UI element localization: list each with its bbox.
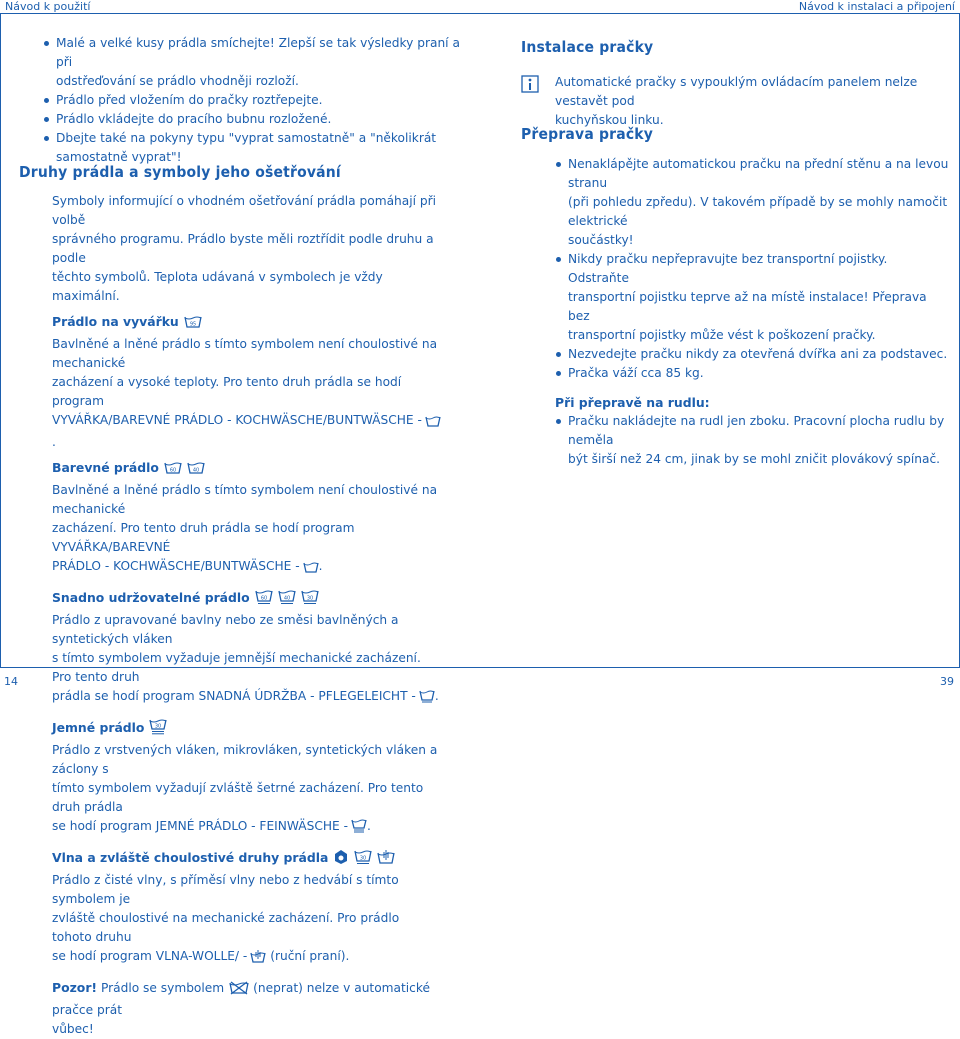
list-item: Malé a velké kusy prádla smíchejte! Zlepší se tak výsledky praní a při odstřeďování se prádlo vhodněji rozloží. [40,34,460,91]
moving-list [552,412,952,469]
wash-30-easycare-icon [301,589,319,611]
left-margin-rule [0,14,1,667]
care-body: Symboly informující o vhodném ošetřování prádla pomáhají při volbě správného programu. Prádlo byste měli roztřídit podle druhu a podle těchto symbolů. Teplota udávaná v symbolech je vždy maximální. Prádlo na vyvářku 95 Bavlněné a lněné prádlo s tímto symbolem není choulostivé na mechanické zacházení a vysoké teploty. Pro tento druh prádla se hodí program VYVÁŘKA/BAREVNÉ PRÁDLO - KOCHWÄSCHE/BUNTWÄSCHE -. Barevné prádlo 60 40 Bavlněné a lněné prádlo s tímto symbolem není choulostivé na mechanické zacházení. Pro tento druh prádla se hodí program VYVÁŘKA/BAREVNÉ PRÁDLO - KOCHWÄSCHE/BUNTWÄSCHE - . Snadno udržovatelné prádlo 60 40 30 Prádlo z upravované bavlny nebo ze směsi bavlněných a syntetických vláken s tímto symbolem vyžaduje jemnější mechanické zacházení. Pro tento druh prádla se hodí program SNADNÁ ÚDRŽBA - PFLEGELEICHT - . Jemné prádlo 30 Prádlo z vrstvených vláken, mikrovláken, syntetických vláken a záclony s tímto symbolem vyžadují zvláště šetrné zacházení. Pro tento druh prádla se hodí program JEMNÉ PRÁDLO - FEINWÄSCHE - . Vlna a zvláště choulostivé druhy prádla 30 Prádlo z čisté vlny, s příměsí vlny nebo z hedvábí s tímto symbolem je zvláště choulostivé na mechanické zacházení. Pro prádlo tohoto druhu se hodí program VLNA-WOLLE/ - (ruční praní). Pozor! Prádlo se symbolem (neprat) nelze v automatické pračce prát vůbec! [52,192,442,1039]
easycare-line: prádla se hodí program SNADNÁ ÚDRŽBA - PFLEGELEICHT - [52,689,416,703]
wash-60-icon [164,461,182,481]
washtub-double-bar-icon [351,818,367,839]
install-text [555,73,955,130]
install-line: kuchyňskou linku. [555,113,664,127]
list-item-continued: samostatně vyprat"! [56,150,182,164]
wool-line: Prádlo z čisté vlny, s příměsí vlny nebo z hedvábí s tímto symbolem je [52,873,399,906]
left-column [40,34,460,167]
section-title: Druhy prádla a symboly jeho ošetřování [19,163,341,181]
transport-title: Přeprava pračky [521,125,654,143]
intro-line: správného programu. Prádlo byste měli roztřídit podle druhu a podle [52,232,434,265]
cooking-line: VYVÁŘKA/BAREVNÉ PRÁDLO - KOCHWÄSCHE/BUNTWÄSCHE - [52,413,422,427]
wash-30-delicate-icon [149,718,167,741]
wool-line: zvláště choulostivé na mechanické zacházení. Pro prádlo tohoto druhu [52,911,400,944]
svg-text:30: 30 [360,855,367,862]
page-header [0,0,960,14]
header-rule [0,13,960,14]
header-left-title: Návod k použití [5,0,91,13]
list-item: Prádlo před vložením do pračky roztřepejte. [40,91,460,110]
install-title: Instalace pračky [521,38,654,56]
install-section [521,38,941,57]
delicate-line: tímto symbolem vyžadují zvláště šetrné zacházení. Pro tento druh prádla [52,781,424,814]
easycare-title: Snadno udržovatelné prádlo [52,590,250,605]
cooking-line: Bavlněné a lněné prádlo s tímto symbolem není choulostivé na mechanické [52,337,438,370]
wool-title: Vlna a zvláště choulostivé druhy prádla [52,850,329,865]
washtub-bar-icon [419,689,435,709]
page-number-left: 14 [4,675,18,688]
easycare-line: Prádlo z upravované bavlny nebo ze směsi bavlněných a syntetických vláken [52,613,399,646]
install-line: Automatické pračky s vypouklým ovládacím panelem nelze vestavět pod [555,75,918,108]
washtub-icon [425,414,441,433]
wool-symbol-icon [333,849,349,871]
header-right-title: Návod k instalaci a připojení [798,0,955,13]
list-item: Pračku nakládejte na rudl jen zboku. Pracovní plocha rudlu by neměla být širší než 24 cm, jinak by se mohl zničit plovákový spínač. [552,412,952,469]
wash-60-easycare-icon [255,589,273,611]
care-section [19,163,459,182]
warning-text: (neprat) nelze v automatické pračce prát [52,981,430,1017]
do-not-wash-icon [229,981,249,1001]
wash-40-easycare-icon [278,589,296,611]
svg-text:30: 30 [155,723,162,730]
cooking-line: zacházení a vysoké teploty. Pro tento druh prádla se hodí program [52,375,402,408]
svg-text:40: 40 [283,595,290,602]
svg-text:40: 40 [192,467,200,474]
warning-text: Prádlo se symbolem [100,981,225,995]
colored-line: PRÁDLO - KOCHWÄSCHE/BUNTWÄSCHE - [52,559,300,573]
transport-body [552,155,952,469]
colored-line: zacházení. Pro tento druh prádla se hodí program VYVÁŘKA/BAREVNÉ [52,521,355,554]
colored-title: Barevné prádlo [52,460,159,475]
warning-label: Pozor! [52,980,98,995]
list-item: Nezvedejte pračku nikdy za otevřená dvířka ani za podstavec. [552,345,952,364]
info-icon [521,75,539,93]
wool-line: se hodí program VLNA-WOLLE/ - [52,949,248,963]
intro-line: Symboly informující o vhodném ošetřování prádla pomáhají při volbě [52,194,437,227]
hand-wash-tub-icon [250,949,266,969]
list-item: Prádlo vkládejte do pracího bubnu rozložené. [40,110,460,129]
svg-text:60: 60 [260,595,267,602]
washtub-icon [303,560,319,579]
warning-text: vůbec! [52,1022,94,1036]
list-item: Nikdy pračku nepřepravujte bez transportní pojistky. Odstraňte transportní pojistku teprve až na místě instalace! Přeprava bez transportní pojistky může vést k poškození pračky. [552,250,952,345]
svg-text:95: 95 [189,321,196,328]
intro-line: těchto symbolů. Teplota udávaná v symbolech je vždy maximální. [52,270,383,303]
wool-line: (ruční praní). [270,949,350,963]
list-item: Nenaklápějte automatickou pračku na přední stěnu a na levou stranu (při pohledu zpředu). V takovém případě by se mohly namočit elektrické součástky! [552,155,952,250]
svg-text:60: 60 [169,467,177,474]
list-item: Dbejte také na pokyny typu "vyprat samostatně" a "několikrát [40,129,460,148]
wash-30-wool-icon [354,849,372,871]
page-number-right: 39 [940,675,954,688]
colored-line: Bavlněné a lněné prádlo s tímto symbolem není choulostivé na mechanické [52,483,438,516]
wash-40-icon [187,461,205,481]
cooking-title: Prádlo na vyvářku [52,314,179,329]
delicate-line: se hodí program JEMNÉ PRÁDLO - FEINWÄSCHE - [52,819,348,833]
delicate-title: Jemné prádlo [52,720,145,735]
transport-list [552,155,952,383]
list-item: Pračka váží cca 85 kg. [552,364,952,383]
delicate-line: Prádlo z vrstvených vláken, mikrovláken, syntetických vláken a záclony s [52,743,438,776]
footer-rule [0,667,960,668]
transport-section [521,125,941,144]
moving-title: Při přepravě na rudlu: [555,395,710,410]
svg-text:30: 30 [306,595,313,602]
easycare-line: s tímto symbolem vyžaduje jemnější mechanické zacházení. Pro tento druh [52,651,421,684]
hand-wash-icon [377,849,395,871]
wash-95-icon [184,315,202,335]
tips-list [40,34,460,148]
